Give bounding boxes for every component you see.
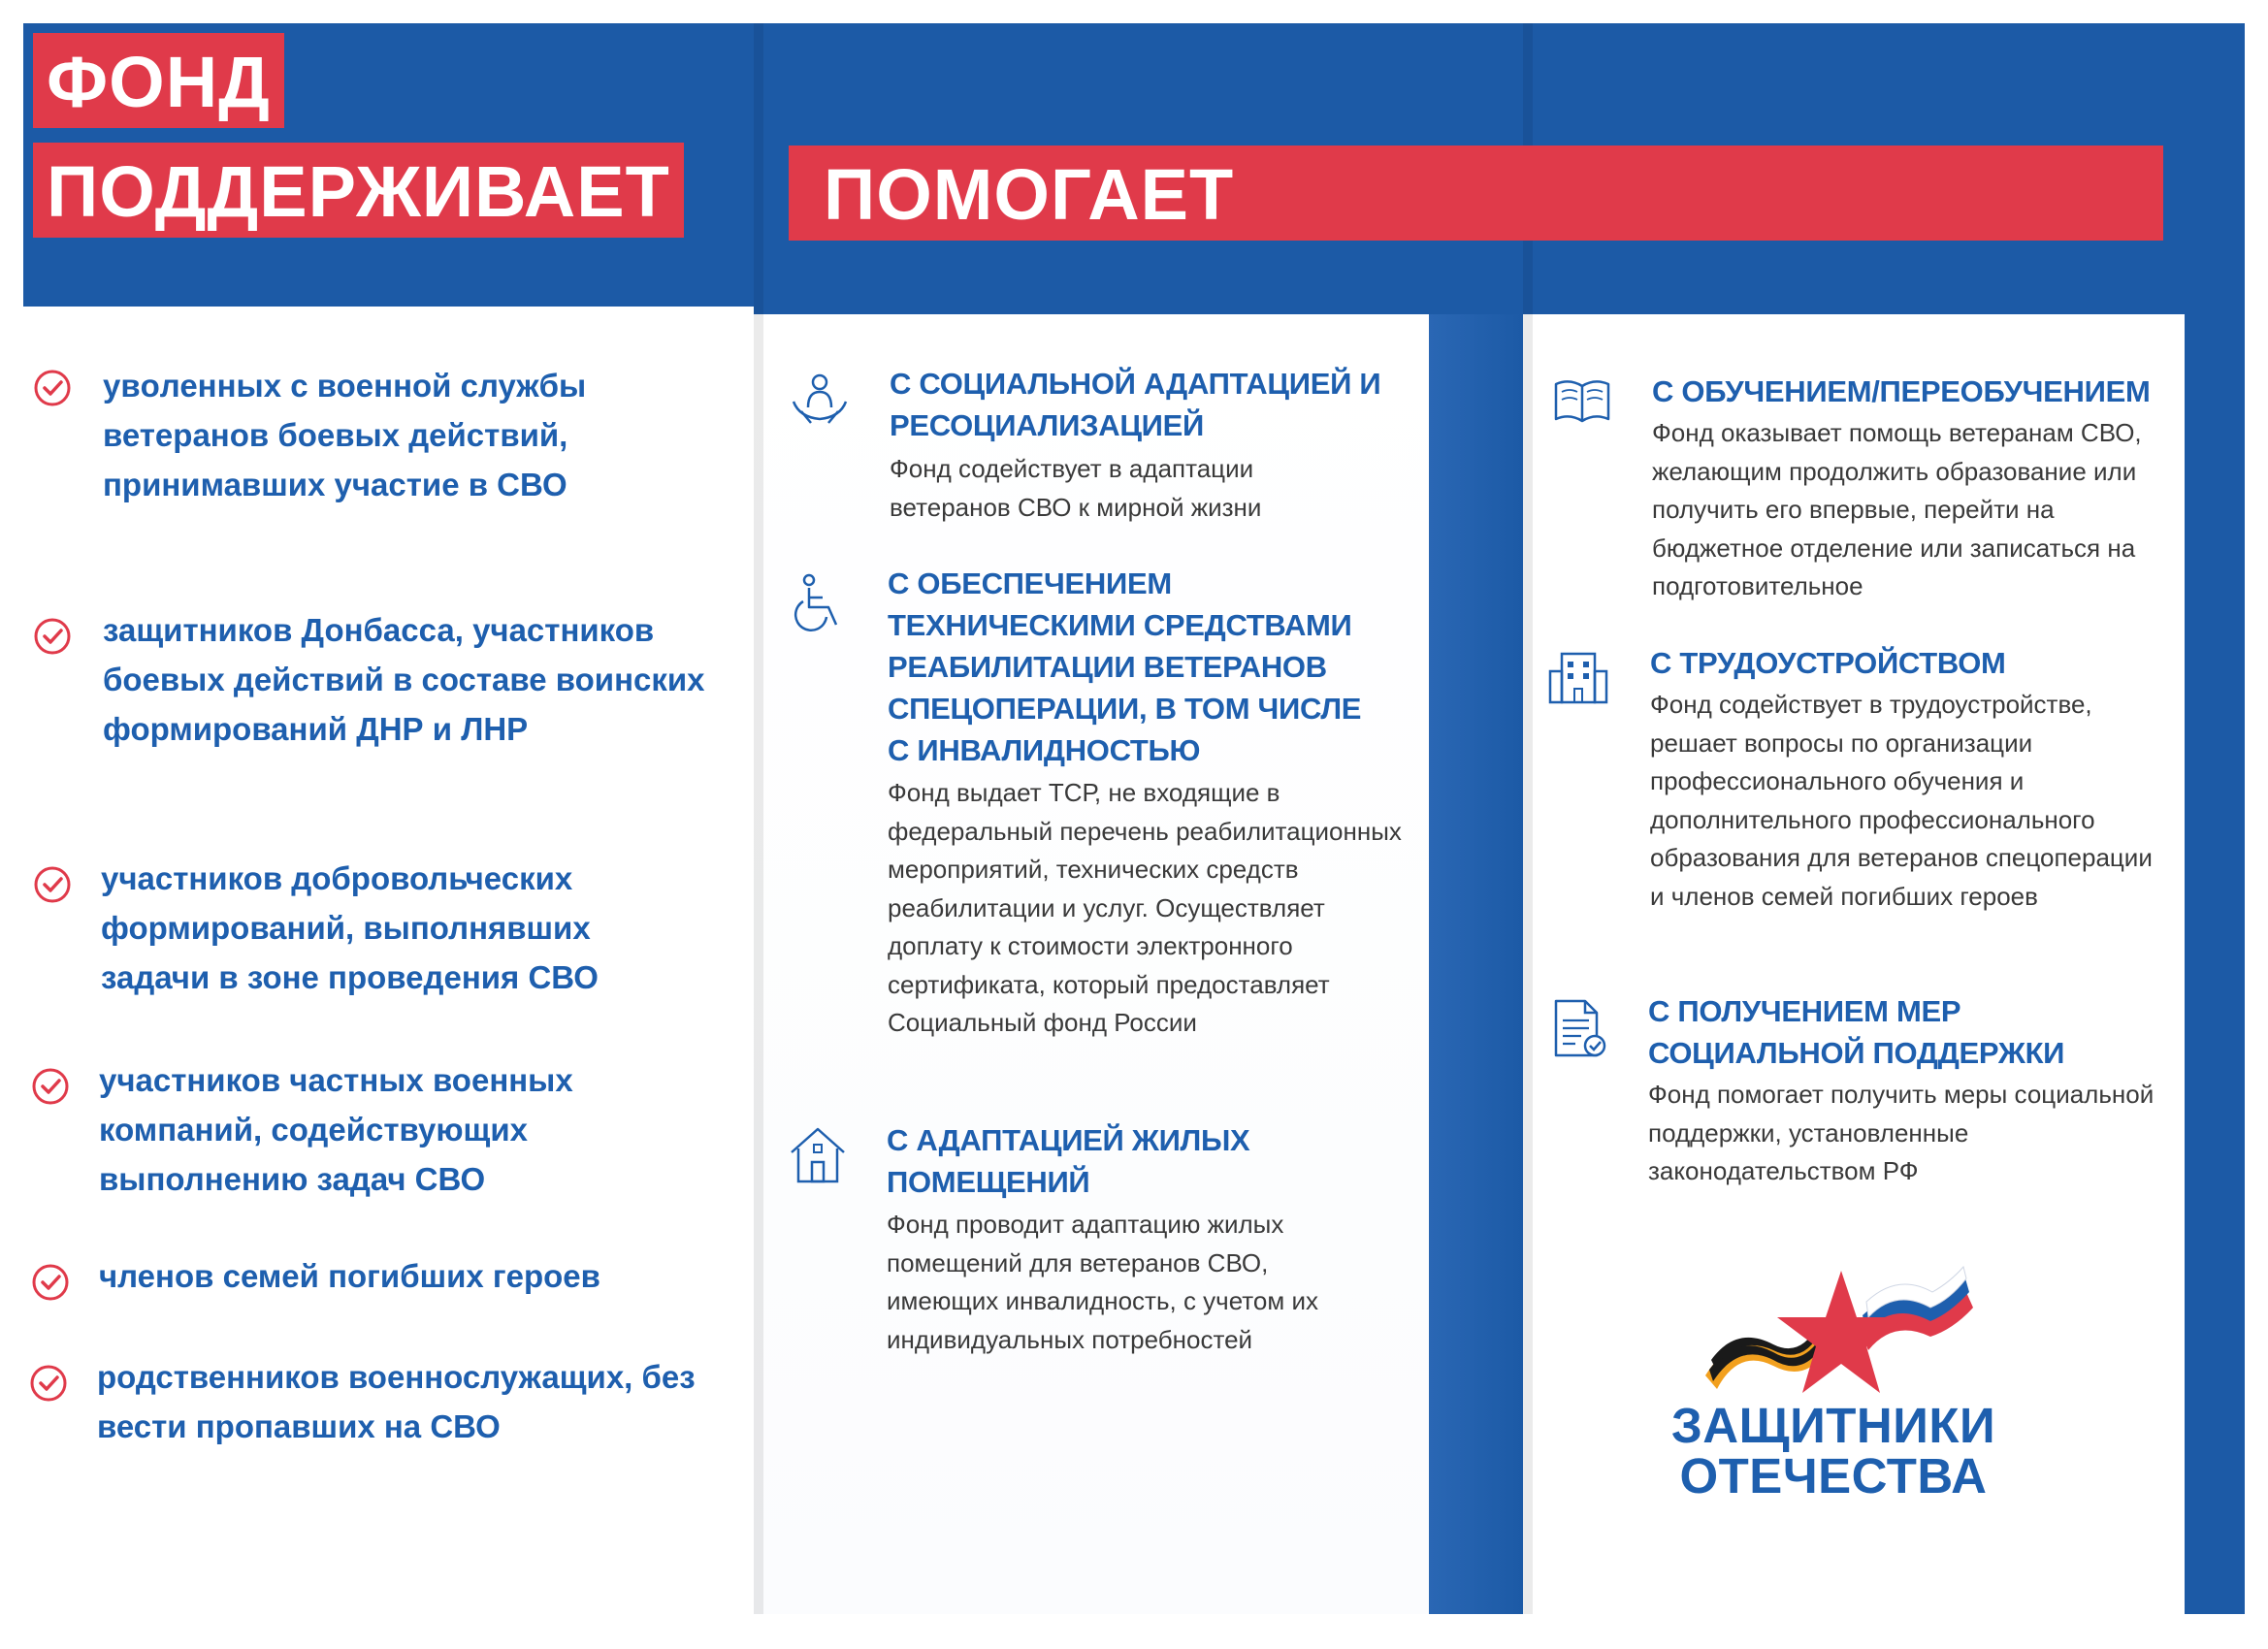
help-item-desc: Фонд оказывает помощь ветеранам СВО, желающим продолжить образование или получить его впервые, перейти на бюджетное отделение или записаться на подготовительное bbox=[1652, 418, 2142, 600]
help-item-title: С ПОЛУЧЕНИЕМ МЕР СОЦИАЛЬНОЙ ПОДДЕРЖКИ bbox=[1648, 994, 2065, 1070]
middle-blue-gap bbox=[1429, 314, 1523, 1614]
check-circle-icon bbox=[33, 617, 72, 656]
help-item-title: С АДАПТАЦИЕЙ ЖИЛЫХ ПОМЕЩЕНИЙ bbox=[887, 1123, 1250, 1199]
header-helps: ПОМОГАЕТ bbox=[789, 146, 2163, 241]
supports-item-text: участников добровольческих формирований, выполнявших задачи в зоне проведения СВО bbox=[101, 860, 599, 995]
header-supports: ПОДДЕРЖИВАЕТ bbox=[33, 143, 684, 238]
house-icon bbox=[786, 1123, 850, 1187]
document-check-icon bbox=[1546, 997, 1610, 1061]
help-item-title: С ТРУДОУСТРОЙСТВОМ bbox=[1650, 646, 2006, 680]
check-circle-icon bbox=[31, 1067, 70, 1106]
supports-item-text: родственников военнослужащих, без вести пропавших на СВО bbox=[97, 1359, 696, 1444]
book-icon bbox=[1550, 371, 1614, 435]
help-item-desc: Фонд выдает ТСР, не входящие в федеральный перечень реабилитационных мероприятий, технических средств реабилитации и услуг. Осуществляет доплату к стоимости электронного сертификата, который предоставляет Социальный фонд России bbox=[888, 778, 1402, 1037]
supports-item-text: увoленных с военной службы ветеранов боевых действий, принимавших участие в СВО bbox=[103, 368, 587, 502]
help-item-desc: Фонд помогает получить меры социальной поддержки, установленные законодательством РФ bbox=[1648, 1080, 2155, 1185]
person-care-icon bbox=[788, 369, 852, 433]
logo-line-1: ЗАЩИТНИКИ bbox=[1670, 1398, 1996, 1453]
fold-line-1 bbox=[754, 23, 763, 1614]
header-fond: ФОНД bbox=[33, 33, 284, 128]
logo-title bbox=[1659, 1398, 2008, 1504]
supports-item-text: участников частных военных компаний, содействующих выполнению задач СВО bbox=[99, 1062, 573, 1197]
check-circle-icon bbox=[29, 1364, 68, 1403]
fold-line-2 bbox=[1523, 23, 1533, 1614]
help-item-title: С СОЦИАЛЬНОЙ АДАПТАЦИЕЙ И РЕСОЦИАЛИЗАЦИЕЙ bbox=[890, 367, 1381, 442]
help-item-desc: Фонд содействует в адаптации ветеранов СВО к мирной жизни bbox=[890, 454, 1262, 522]
help-item-title: С ОБЕСПЕЧЕНИЕМ ТЕХНИЧЕСКИМИ СРЕДСТВАМИ РЕАБИЛИТАЦИИ ВЕТЕРАНОВ СПЕЦОПЕРАЦИИ, В ТОМ ЧИСЛЕ С ИНВАЛИДНОСТЬЮ bbox=[888, 566, 1362, 767]
check-circle-icon bbox=[33, 865, 72, 904]
help-item-title: С ОБУЧЕНИЕМ/ПЕРЕОБУЧЕНИЕМ bbox=[1652, 374, 2151, 408]
help-item-desc: Фонд проводит адаптацию жилых помещений для ветеранов СВО, имеющих инвалидность, с учетом их индивидуальных потребностей bbox=[887, 1210, 1319, 1354]
help-item-desc: Фонд содействует в трудоустройстве, решает вопросы по организации профессионального обучения и дополнительного профессионального образования для ветеранов спецоперации и членов семей погибших героев bbox=[1650, 690, 2153, 911]
supports-item-text: членов семей погибших героев bbox=[99, 1258, 600, 1294]
check-circle-icon bbox=[31, 1263, 70, 1302]
supports-item-text: защитников Донбасса, участников боевых действий в составе воинских формирований ДНР и ЛНР bbox=[103, 612, 705, 747]
wheelchair-icon bbox=[788, 572, 852, 636]
defenders-logo-emblem bbox=[1696, 1261, 1977, 1406]
check-circle-icon bbox=[33, 369, 72, 407]
building-icon bbox=[1546, 644, 1610, 708]
logo-line-2: ОТЕЧЕСТВА bbox=[1679, 1448, 1988, 1504]
